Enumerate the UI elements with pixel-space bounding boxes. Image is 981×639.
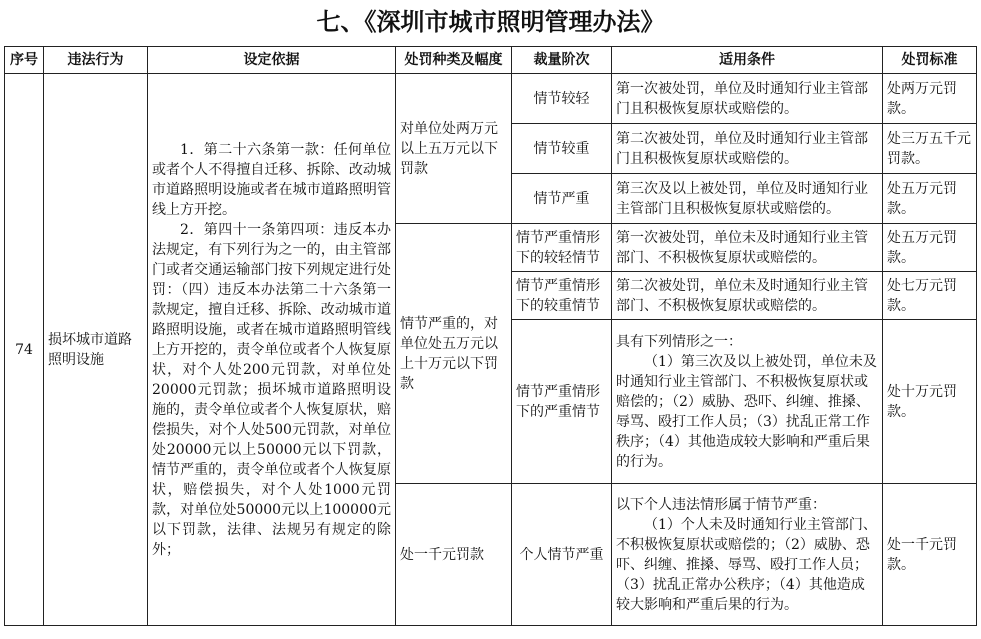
standard-cell: 处一千元罚款。	[883, 484, 977, 626]
basis-clause-2: 2．第四十一条第四项：违反本办法规定，有下列行为之一的，由主管部门或者交通运输部门按下列规定进行处罚：（四）违反本办法第二十六条第一款规定，擅自迁移、拆除、改动城市道路照明设施，或者在城市道路照明管线上方开挖的，责令单位或者个人恢复原状，对个人处200元罚款，对单位处20000元罚款；损坏城市道路照明设施的，责令单位或者个人恢复原状，赔偿损失，对个人处500元罚款，对单位处20000元以上50000元以下罚款，情节严重的，责令单位或者个人恢复原状，赔偿损失，对个人处1000元罚款，对单位处50000元以上100000元以下罚款，法律、法规另有规定的除外；	[152, 221, 391, 558]
standard-cell: 处五万元罚款。	[883, 174, 977, 224]
header-range: 处罚种类及幅度	[396, 47, 512, 74]
condition-cell	[612, 484, 883, 626]
standard-cell: 处五万元罚款。	[883, 224, 977, 272]
standard-cell: 处七万元罚款。	[883, 272, 977, 320]
standard-cell: 处两万元罚款。	[883, 74, 977, 124]
level-cell: 情节严重情形下的严重情节	[512, 320, 612, 484]
range-cell: 情节严重的，对单位处五万元以上十万元以下罚款	[396, 224, 512, 484]
condition-cell: 第二次被处罚，单位未及时通知行业主管部门、不积极恢复原状或赔偿的。	[612, 272, 883, 320]
standard-cell: 处十万元罚款。	[883, 320, 977, 484]
penalty-table	[4, 46, 977, 626]
condition-cell: 第一次被处罚，单位未及时通知行业主管部门、不积极恢复原状或赔偿的。	[612, 224, 883, 272]
header-violation: 违法行为	[44, 47, 148, 74]
condition-cell: 第二次被处罚，单位及时通知行业主管部门且积极恢复原状或赔偿的。	[612, 124, 883, 174]
level-cell: 情节较重	[512, 124, 612, 174]
header-standard: 处罚标准	[883, 47, 977, 74]
violation-cell: 损坏城市道路照明设施	[44, 74, 148, 626]
basis-clause-1: 1．第二十六条第一款：任何单位或者个人不得擅自迁移、拆除、改动城市道路照明设施或者在城市道路照明管线上方开挖。	[152, 141, 391, 218]
table-row	[5, 74, 977, 124]
level-cell: 情节严重情形下的较轻情节	[512, 224, 612, 272]
condition-intro: 以下个人违法情形属于情节严重：	[616, 496, 826, 513]
level-cell: 情节严重	[512, 174, 612, 224]
table-header-row	[5, 47, 977, 74]
standard-cell: 处三万五千元罚款。	[883, 124, 977, 174]
document-title: 七、《深圳市城市照明管理办法》	[316, 7, 665, 36]
condition-text: （1）第三次及以上被处罚，单位未及时通知行业主管部门、不积极恢复原状或赔偿的；（2）威胁、恐吓、纠缠、推搡、辱骂、殴打工作人员；（3）扰乱正常工作秩序；（4）其他造成较大影响和严重后果的行为。	[616, 353, 877, 470]
level-cell: 情节严重情形下的较重情节	[512, 272, 612, 320]
condition-cell	[612, 320, 883, 484]
basis-cell	[148, 74, 396, 626]
range-cell: 处一千元罚款	[396, 484, 512, 626]
header-basis: 设定依据	[148, 47, 396, 74]
header-level: 裁量阶次	[512, 47, 612, 74]
row-number: 74	[5, 74, 44, 626]
level-cell: 情节较轻	[512, 74, 612, 124]
header-no: 序号	[5, 47, 44, 74]
header-condition: 适用条件	[612, 47, 883, 74]
condition-intro: 具有下列情形之一：	[616, 333, 742, 350]
level-cell: 个人情节严重	[512, 484, 612, 626]
condition-text: （1）个人未及时通知行业主管部门、不积极恢复原状或赔偿的；（2）威胁、恐吓、纠缠、推搡、辱骂、殴打工作人员；（3）扰乱正常办公秩序；（4）其他造成较大影响和严重后果的行为。	[616, 516, 877, 613]
condition-cell: 第三次及以上被处罚，单位及时通知行业主管部门且积极恢复原状或赔偿的。	[612, 174, 883, 224]
condition-cell: 第一次被处罚，单位及时通知行业主管部门且积极恢复原状或赔偿的。	[612, 74, 883, 124]
range-cell: 对单位处两万元以上五万元以下罚款	[396, 74, 512, 224]
